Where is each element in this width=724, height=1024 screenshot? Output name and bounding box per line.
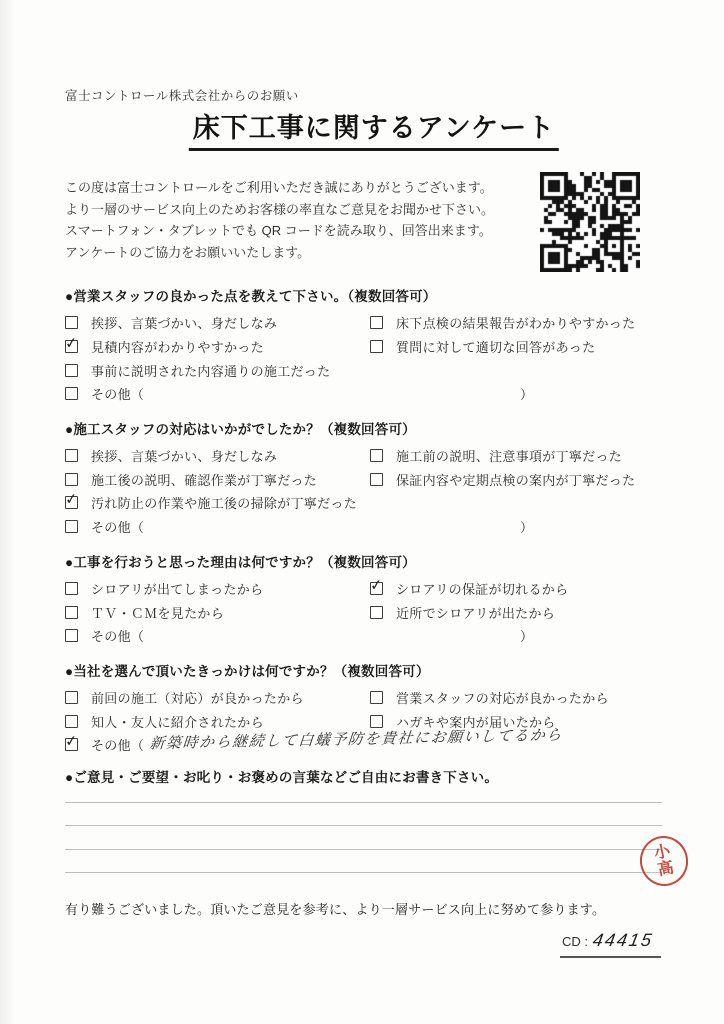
option-label: 見積内容がわかりやすかった — [91, 340, 264, 356]
handwritten-answer: 新築時から継続して白蟻予防を貴社にお願いしてるから — [148, 726, 564, 753]
option-row — [65, 624, 675, 648]
cd-label: CD : — [562, 934, 588, 949]
stamp-char-top: 小 — [652, 842, 672, 863]
checkbox[interactable] — [65, 449, 78, 462]
ruled-line — [65, 850, 662, 873]
option-label: 挨拶、言葉づかい、身だしなみ — [91, 316, 278, 332]
intro-line: スマートフォン・タブレットでも QR コードを読み取り、回答出来ます。 — [65, 223, 492, 238]
ruled-line — [65, 826, 662, 849]
intro-paragraph — [65, 177, 545, 263]
stamp-char-bottom: 高 — [656, 859, 676, 880]
checkbox[interactable] — [370, 606, 383, 619]
survey-section — [65, 553, 675, 648]
option-right — [370, 603, 555, 622]
option-left — [65, 470, 370, 489]
checkbox[interactable] — [65, 364, 78, 377]
option-row — [65, 444, 675, 468]
option-label: 質問に対して適切な回答があった — [396, 340, 596, 356]
closing-paren: ） — [520, 387, 534, 403]
option-label: シロアリが出てしまったから — [91, 581, 264, 597]
option-label: その他（ — [91, 629, 145, 645]
checkbox[interactable] — [370, 316, 383, 329]
option-right — [370, 446, 622, 465]
option-right — [370, 688, 609, 707]
option-right — [370, 313, 635, 332]
option-left — [65, 517, 370, 536]
option-right — [370, 470, 635, 489]
sections — [65, 287, 675, 771]
section-heading: ●当社を選んで頂いたきっかけは何ですか？（複数回答可） — [65, 663, 430, 679]
option-left — [65, 493, 370, 512]
ruled-line — [65, 788, 662, 803]
section-heading: ●営業スタッフの良かった点を教えて下さい。（複数回答可） — [65, 289, 437, 304]
checkbox[interactable] — [65, 520, 78, 533]
option-left — [65, 313, 370, 332]
option-label: 施工前の説明、注意事項が丁寧だった — [396, 449, 623, 465]
option-label: 近所でシロアリが出たから — [396, 605, 556, 621]
option-left — [65, 688, 370, 707]
option-left — [65, 384, 370, 403]
company-note: 富士コントロール株式会社からのお願い — [65, 89, 299, 103]
option-left — [65, 446, 370, 465]
checkbox[interactable] — [370, 449, 383, 462]
option-row — [65, 726, 675, 757]
option-row — [65, 600, 675, 624]
option-row — [65, 311, 675, 335]
survey-section — [65, 287, 675, 406]
closing-paren: ） — [520, 520, 534, 536]
checkbox[interactable] — [65, 316, 78, 329]
checkbox[interactable] — [65, 582, 78, 595]
checkbox[interactable] — [65, 715, 78, 728]
option-label: 保証内容や定期点検の案内が丁寧だった — [396, 472, 636, 488]
survey-section — [65, 662, 675, 757]
option-row — [65, 335, 675, 359]
section-heading: ●ご意見・ご要望・お叱り・お褒めの言葉などご自由にお書き下さい。 — [65, 770, 499, 785]
option-row — [65, 491, 675, 515]
option-label: その他（ — [91, 738, 145, 754]
option-label: シロアリの保証が切れるから — [396, 581, 569, 597]
option-label: 汚れ防止の作業や施工後の掃除が丁寧だった — [91, 496, 358, 512]
option-left — [65, 603, 370, 622]
checkbox[interactable] — [65, 387, 78, 400]
survey-section — [65, 420, 675, 539]
option-label: その他（ — [91, 387, 145, 403]
option-label: 施工後の説明、確認作業が丁寧だった — [91, 472, 318, 488]
checkbox-checked[interactable] — [65, 496, 78, 509]
option-left — [65, 337, 370, 356]
option-label: 床下点検の結果報告がわかりやすかった — [396, 316, 636, 332]
option-right — [370, 579, 568, 598]
option-left — [65, 361, 370, 380]
option-row — [65, 515, 675, 539]
checkbox-checked[interactable] — [65, 340, 78, 353]
checkbox[interactable] — [65, 606, 78, 619]
option-row — [65, 686, 675, 710]
page-title: 床下工事に関するアンケート — [189, 106, 559, 151]
cd-number — [560, 930, 661, 958]
closing-paren: ） — [520, 629, 534, 645]
option-left — [65, 579, 370, 598]
option-label: 知人・友人に紹介されたから — [91, 714, 264, 730]
option-left — [65, 626, 370, 645]
checkbox-checked[interactable] — [370, 582, 383, 595]
option-label: ＴＶ・ＣＭを見たから — [91, 605, 225, 621]
option-row — [65, 382, 675, 406]
intro-line: より一層のサービス向上のためお客様の率直なご意見をお聞かせ下さい。 — [65, 201, 495, 217]
option-row — [65, 467, 675, 491]
option-row — [65, 358, 675, 382]
intro-line: この度は富士コントロールをご利用いただき誠にありがとうございます。 — [65, 180, 493, 195]
closing-thanks: 有り難うございました。頂いたご意見を参考に、より一層サービス向上に努めて参ります。 — [65, 902, 606, 917]
ruled-line — [65, 803, 662, 826]
option-right — [370, 337, 595, 356]
option-label: 挨拶、言葉づかい、身だしなみ — [91, 449, 278, 465]
option-row — [65, 577, 675, 601]
option-label: その他（ — [91, 520, 145, 536]
qr-code — [540, 172, 640, 272]
section-heading: ●工事を行おうと思った理由は何ですか？（複数回答可） — [65, 554, 416, 570]
checkbox[interactable] — [370, 340, 383, 353]
intro-line: アンケートのご協力をお願いいたします。 — [65, 244, 311, 260]
checkbox[interactable] — [65, 691, 78, 704]
checkbox-checked[interactable] — [65, 738, 78, 751]
checkbox[interactable] — [370, 691, 383, 704]
checkbox[interactable] — [370, 715, 383, 728]
section-heading: ●施工スタッフの対応はいかがでしたか？（複数回答可） — [65, 421, 416, 437]
checkbox[interactable] — [65, 473, 78, 486]
option-label: ハガキや案内が届いたから — [396, 714, 556, 730]
option-label: 事前に説明された内容通りの施工だった — [91, 363, 331, 379]
checkbox[interactable] — [370, 473, 383, 486]
free-comment-section — [65, 768, 662, 873]
option-label: 営業スタッフの対応が良かったから — [396, 690, 609, 706]
cd-value-handwritten: 44415 — [591, 930, 655, 950]
option-label: 前回の施工（対応）が良かったから — [91, 690, 304, 706]
scan-artifact — [0, 0, 16, 1024]
checkbox[interactable] — [65, 629, 78, 642]
comment-write-area — [65, 788, 662, 873]
